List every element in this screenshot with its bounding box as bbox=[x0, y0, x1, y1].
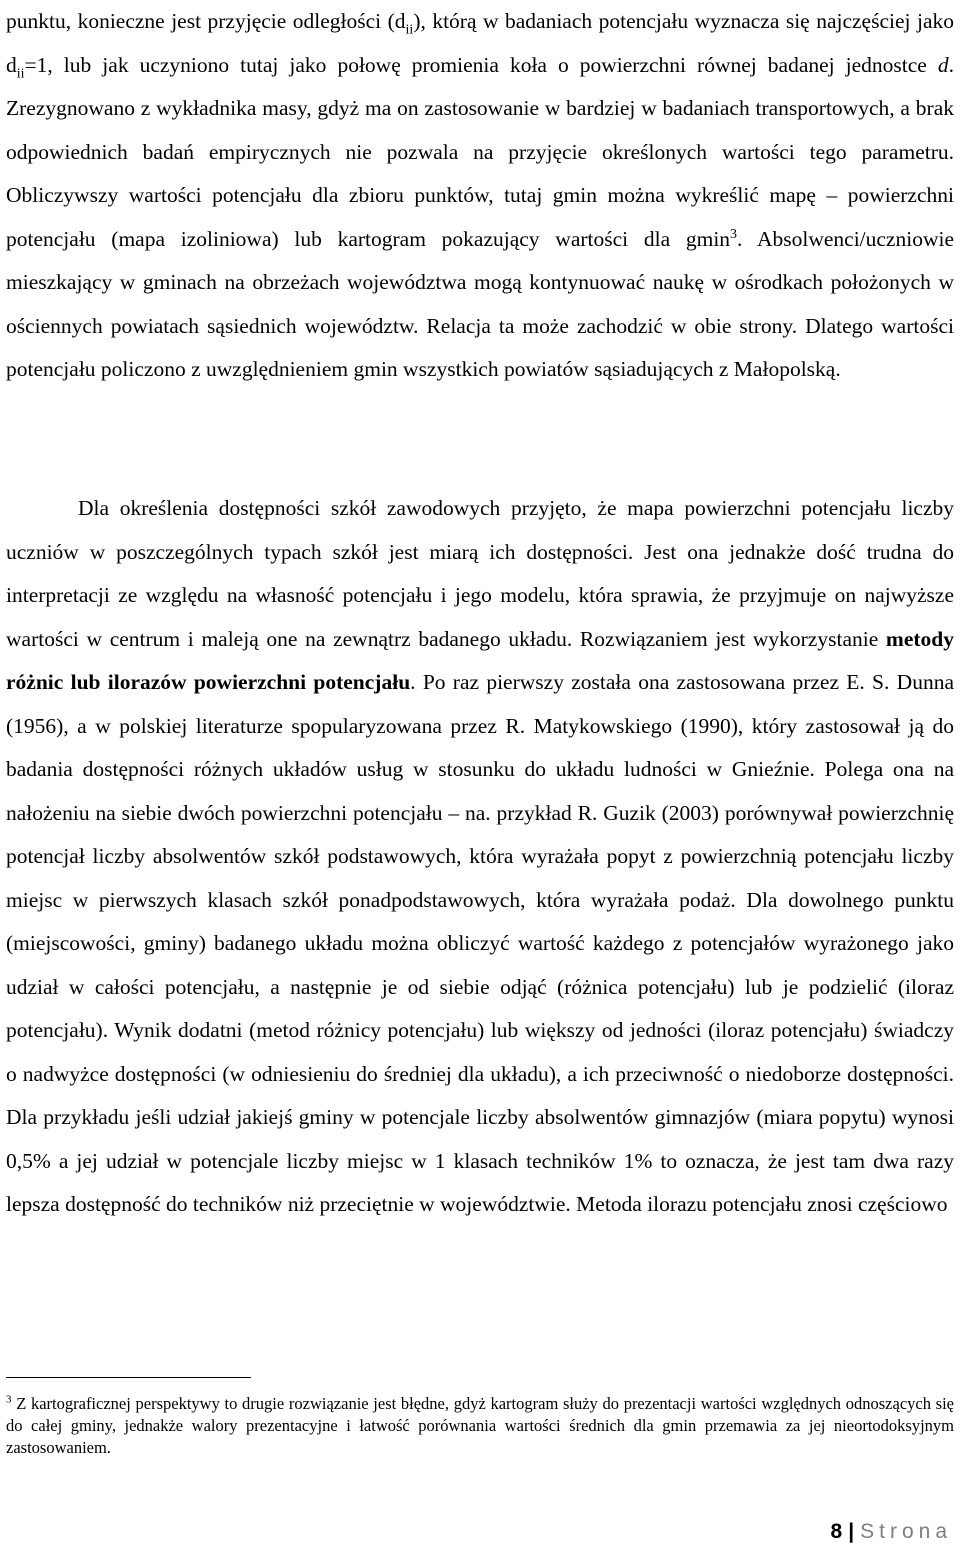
p2-text-2: . Po raz pierwszy została ona zastosowana przez E. S. Dunna (1956), a w polskiej literaturze spopularyzowana przez R. Matykowskiego (1990), który zastosował ją do badania dostępności różnych układów usług w stosunku do układu ludności w Gnieźnie. Polega ona na nałożeniu na siebie dwóch powierzchni potencjału – na. przykład R. Guzik (2003) porównywał powierzchnię potencjał liczby absolwentów szkół podstawowych, która wyrażała popyt z powierzchnią potencjału liczby miejsc w pierwszych klasach szkół ponadpodstawowych, która wyrażała podaż. Dla dowolnego punktu (miejscowości, gminy) badanego układu można obliczyć wartość każdego z potencjałów wyrażonego jako udział w całości potencjału, a następnie je od siebie odjąć (różnica potencjału) lub je podzielić (iloraz potencjału). Wynik dodatni (metod różnicy potencjału) lub większy od jedności (iloraz potencjału) świadczy o nadwyżce dostępności (w odniesieniu do średniej dla układu), a ich przeciwność o niedoborze dostępności. Dla przykładu jeśli udział jakiejś gminy w potencjale liczby absolwentów gimnazjów (miara popytu) wynosi 0,5% a jej udział w potencjale liczby miejsc w 1 klasach techników 1% to oznacza, że jest tam dwa razy lepsza dostępność do techników niż przeciętnie w województwie. Metoda ilorazu potencjału znosi częściowo bbox=[6, 670, 954, 1216]
footnote-reference-3[interactable]: 3 bbox=[730, 226, 738, 242]
footnote-3 bbox=[6, 1393, 954, 1459]
p1-italic-d: d bbox=[937, 52, 949, 77]
p1-text-5: . Absolwenci/uczniowie mieszkający w gminach na obrzeżach województwa mogą kontynuować naukę w ośrodkach położonych w ościennych powiatach sąsiednich województw. Relacja ta może zachodzić w obie strony. Dlatego wartości potencjału policzono z uwzględnieniem gmin wszystkich powiatów sąsiadujących z Małopolską. bbox=[6, 226, 954, 381]
footnote-text: Z kartograficznej perspektywy to drugie rozwiązanie jest błędne, gdyż kartogram służy do prezentacji wartości względnych odnoszących się do całej gminy, jednakże walory prezentacyjne i łatwość porównania wartości średnich dla gmin przemawia za jej nieortodoksyjnym zastosowaniem. bbox=[6, 1394, 954, 1457]
page-footer bbox=[831, 1517, 952, 1547]
footnote-separator bbox=[6, 1377, 251, 1378]
p1-text-4: . Zrezygnowano z wykładnika masy, gdyż ma on zastosowanie w bardziej w badaniach transportowych, a brak odpowiednich badań empirycznych nie pozwala na przyjęcie określonych wartości tego parametru. Obliczywszy wartości potencjału dla zbioru punktów, tutaj gmin można wykreślić mapę – powierzchni potencjału (mapa izoliniowa) lub kartogram pokazujący wartości dla gmin bbox=[6, 52, 954, 251]
p1-text-3: =1, lub jak uczyniono tutaj jako połowę promienia koła o powierzchni równej badanej jednostce bbox=[24, 52, 938, 77]
paragraph-potential-method bbox=[6, 0, 954, 392]
p1-subscript-2: ii bbox=[16, 65, 25, 81]
footer-separator: | bbox=[848, 1520, 855, 1543]
p1-text-2: ), którą w badaniach potencjału wyznacza się najczęściej jako d bbox=[6, 9, 954, 77]
p2-text-1: Dla określenia dostępności szkół zawodowych przyjęto, że mapa powierzchni potencjału liczby uczniów w poszczególnych typach szkół jest miarą ich dostępności. Jest ona jednakże dość trudna do interpretacji ze względu na własność potencjału i jego modelu, która sprawia, że przyjmuje on najwyższe wartości w centrum i maleją one na zewnątrz badanego układu. Rozwiązaniem jest wykorzystanie bbox=[6, 496, 954, 651]
p1-text-1: punktu, konieczne jest przyjęcie odległości (d bbox=[6, 9, 406, 33]
footnote-marker: 3 bbox=[6, 1393, 12, 1406]
page-number: 8 bbox=[830, 1520, 843, 1543]
paragraph-accessibility bbox=[6, 487, 954, 1227]
p1-subscript-1: ii bbox=[405, 22, 414, 38]
page-label: Strona bbox=[860, 1520, 952, 1543]
p2-bold-method: metody różnic lub ilorazów powierzchni potencjału bbox=[6, 626, 954, 694]
